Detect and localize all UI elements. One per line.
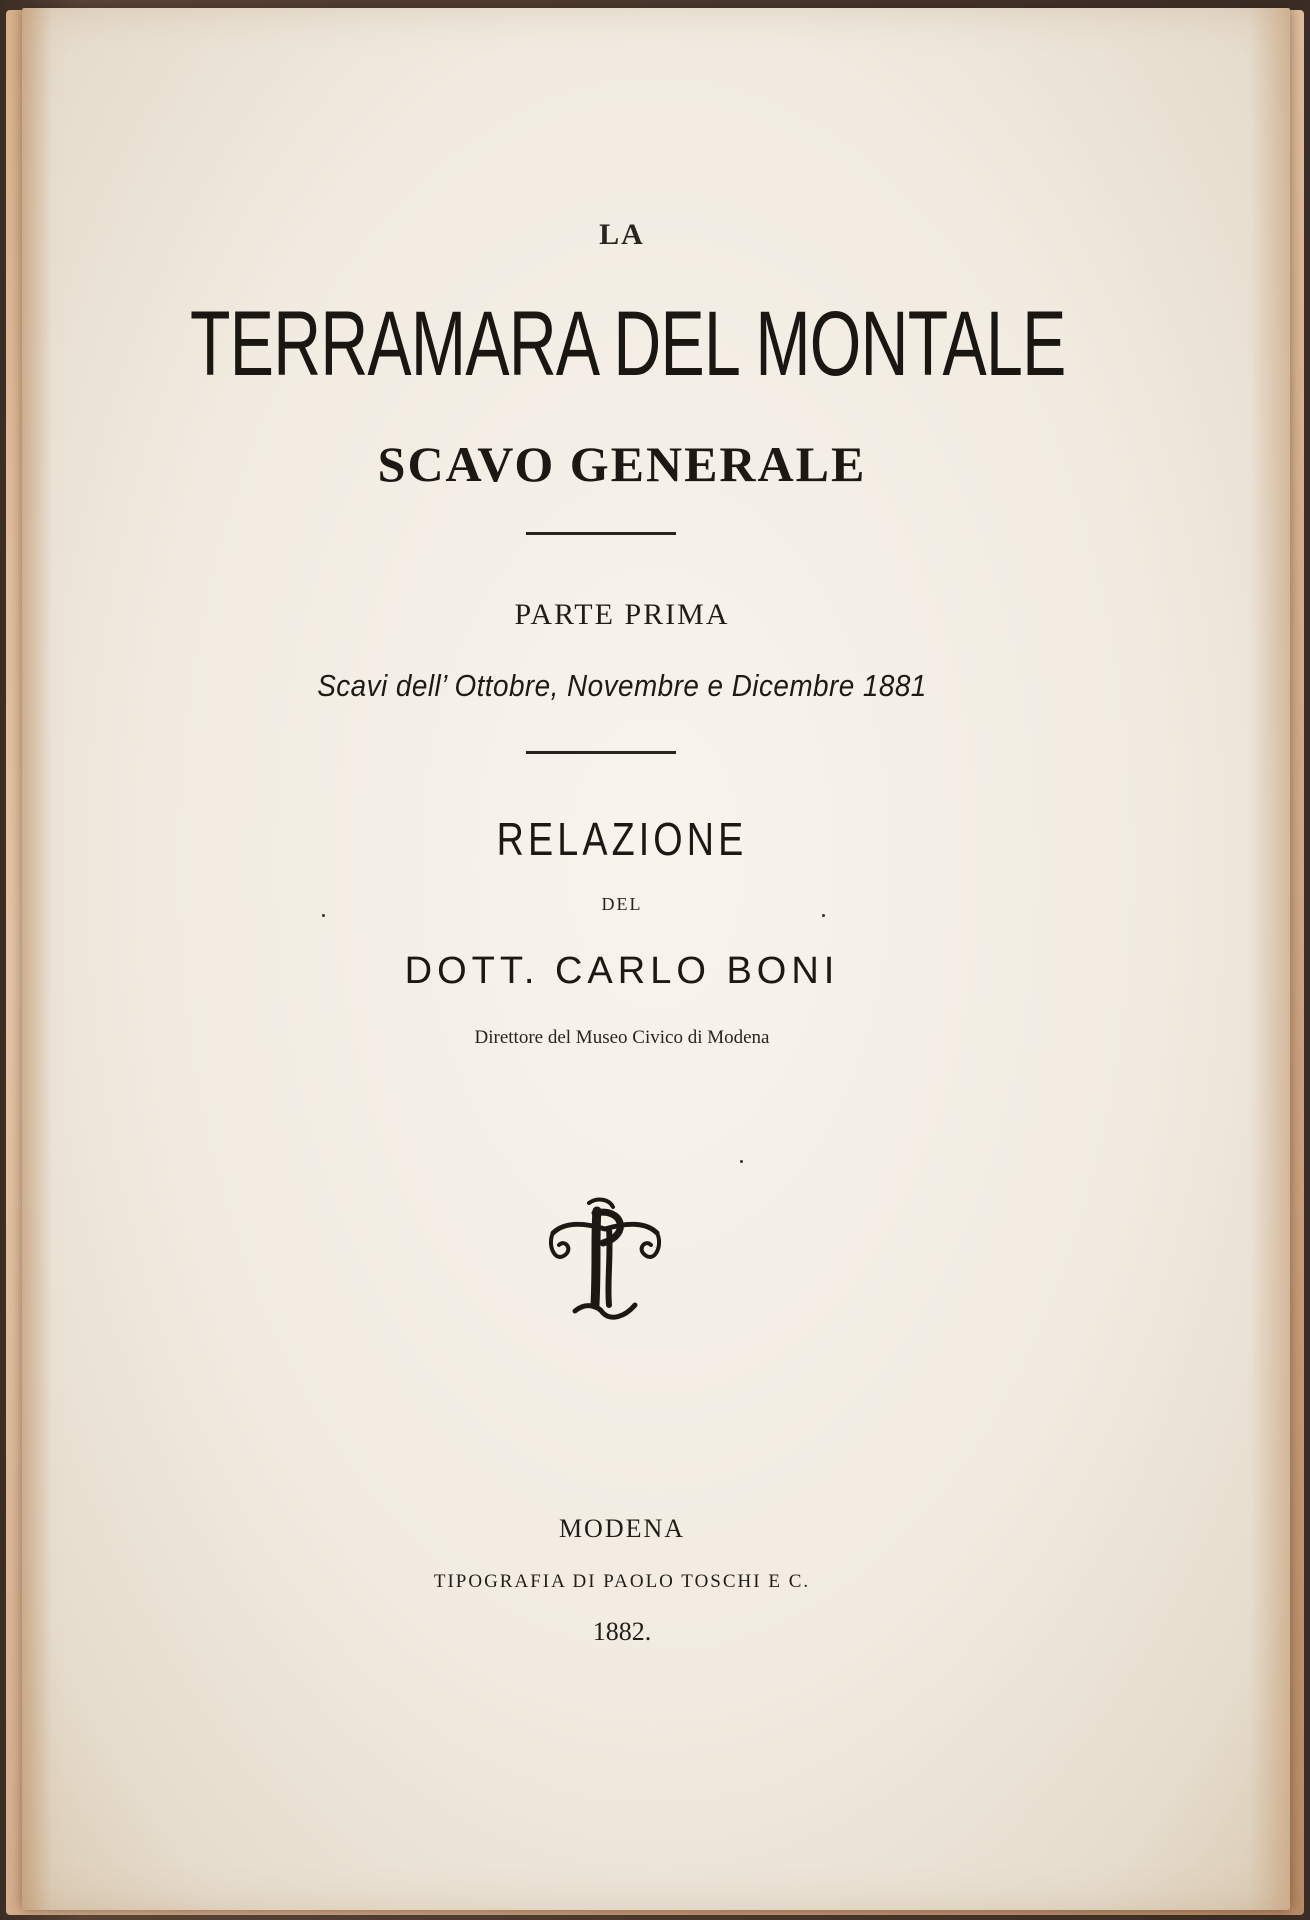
author-role: Direttore del Museo Civico di Modena [474,1027,770,1048]
paper-speck [822,914,825,917]
paper-speck [322,914,325,917]
subtitle: SCAVO GENERALE [377,436,867,492]
publication-place: MODENA [558,1514,686,1543]
by-label: DEL [601,894,643,914]
title-article: LA [599,218,645,251]
publication-year: 1882. [592,1617,652,1646]
divider-rule [526,751,676,754]
printer-monogram-icon [545,1193,665,1323]
report-label: RELAZIONE [496,813,748,865]
divider-rule [526,532,676,535]
printer-name: TIPOGRAFIA DI PAOLO TOSCHI E C. [433,1571,811,1592]
paper-speck [740,1160,743,1163]
author-name: DOTT. CARLO BONI [404,950,840,992]
excavation-dates: Scavi dell’ Ottobre, Novembre e Dicembre 1881 [317,668,927,703]
main-title: TERRAMARA DEL MONTALE [189,293,1066,395]
part-label: PARTE PRIMA [514,598,730,631]
